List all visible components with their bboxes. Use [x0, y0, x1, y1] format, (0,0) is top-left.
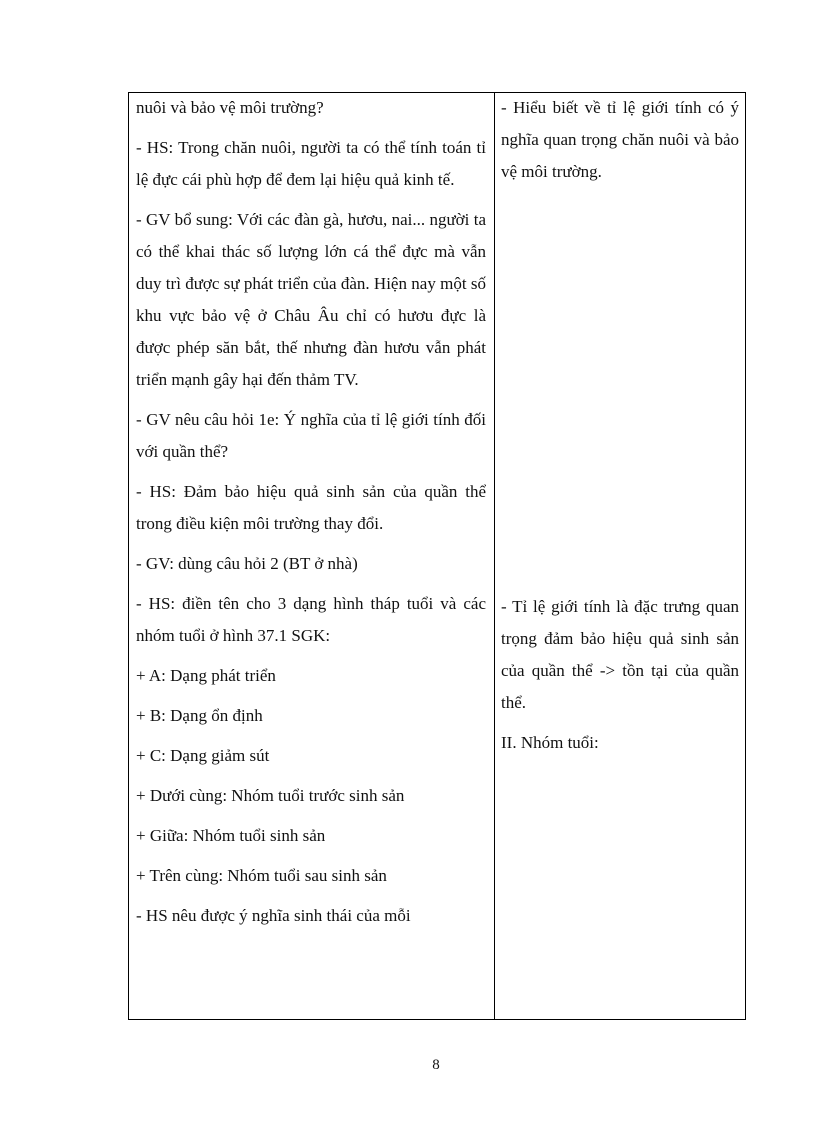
right-paragraph: - Hiểu biết về tỉ lệ giới tính có ý nghĩa quan trọng chăn nuôi và bảo vệ môi trường.: [501, 98, 739, 181]
left-paragraph: + A: Dạng phát triển: [136, 666, 276, 685]
section-heading: II. Nhóm tuổi:: [501, 733, 599, 752]
right-paragraph: - Tỉ lệ giới tính là đặc trưng quan trọng đảm bảo hiệu quả sinh sản của quần thể -> tồn tại của quần thể.: [501, 597, 739, 712]
content-column: [495, 93, 745, 1019]
left-paragraph: - GV nêu câu hỏi 1e: Ý nghĩa của tỉ lệ giới tính đối với quần thể?: [136, 410, 486, 461]
left-paragraph: + B: Dạng ổn định: [136, 706, 263, 725]
left-paragraph: - HS nêu được ý nghĩa sinh thái của mỗi: [136, 906, 411, 925]
left-paragraph: + Trên cùng: Nhóm tuổi sau sinh sản: [136, 866, 387, 885]
teacher-student-activity-column: [129, 93, 495, 1019]
left-paragraph: + Dưới cùng: Nhóm tuổi trước sinh sản: [136, 786, 405, 805]
left-paragraph: - HS: điền tên cho 3 dạng hình tháp tuổi và các nhóm tuổi ở hình 37.1 SGK:: [136, 594, 486, 645]
left-paragraph: nuôi và bảo vệ môi trường?: [136, 98, 324, 117]
left-paragraph: + Giữa: Nhóm tuổi sinh sản: [136, 826, 326, 845]
left-paragraph: - HS: Đảm bảo hiệu quả sinh sản của quần thể trong điều kiện môi trường thay đổi.: [136, 482, 486, 533]
content-table: [128, 92, 746, 1020]
left-paragraph: - HS: Trong chăn nuôi, người ta có thể tính toán tỉ lệ đực cái phù hợp để đem lại hiệu quả kinh tế.: [136, 138, 486, 189]
left-paragraph: + C: Dạng giảm sút: [136, 746, 270, 765]
left-paragraph: - GV bổ sung: Với các đàn gà, hươu, nai... người ta có thể khai thác số lượng lớn cá thể đực mà vẫn duy trì được sự phát triển của đàn. Hiện nay một số khu vực bảo vệ ở Châu Âu chỉ có hươu đực là được phép săn bắt, thế nhưng đàn hươu vẫn phát triển mạnh gây hại đến thảm TV.: [136, 210, 486, 389]
left-paragraph: - GV: dùng câu hỏi 2 (BT ở nhà): [136, 554, 358, 573]
page-number: 8: [432, 1057, 440, 1073]
column-spacer: [501, 196, 739, 591]
